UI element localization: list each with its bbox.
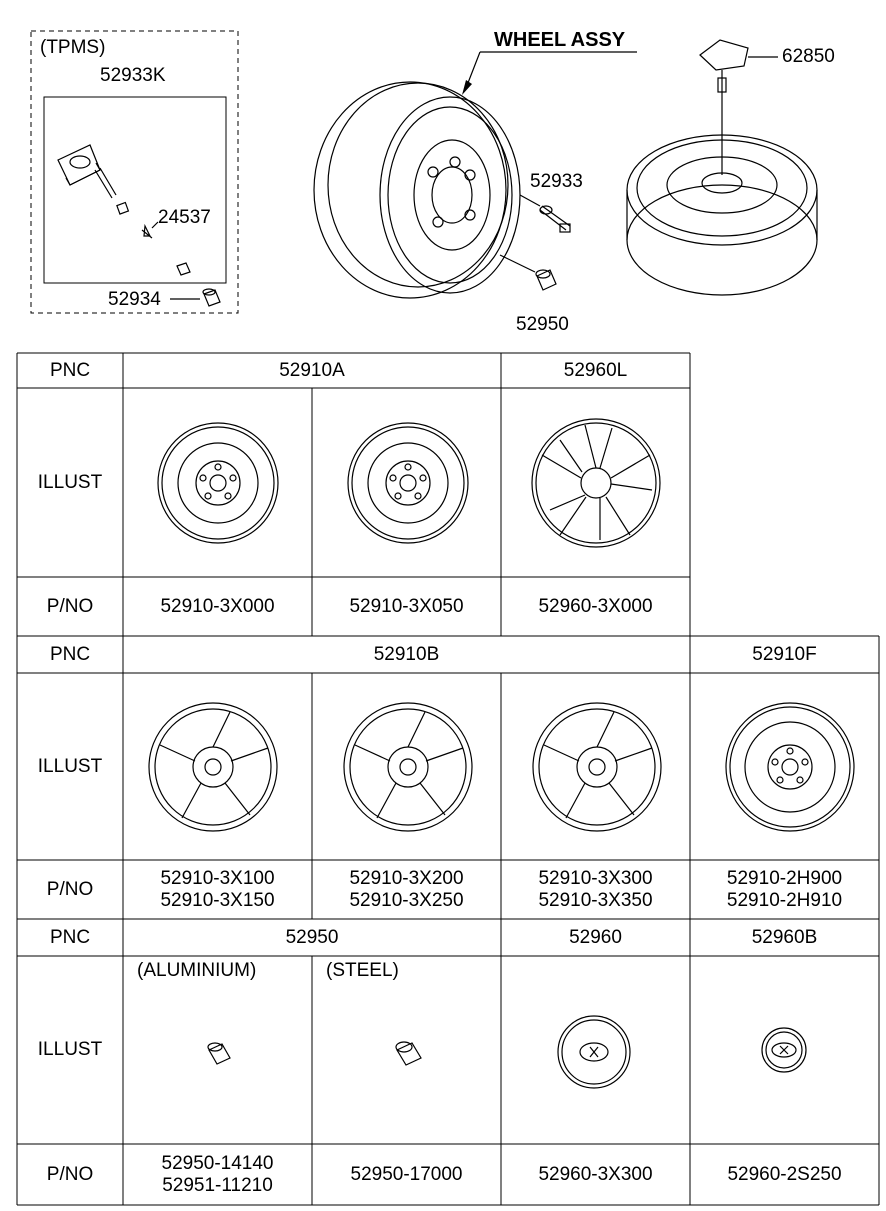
- wheel-illust-3x300: [533, 703, 661, 831]
- row2-pnc-52910f[interactable]: 52910F: [752, 643, 817, 665]
- part-no-52960-2s250[interactable]: 52960-2S250: [727, 1163, 842, 1185]
- hub-cap-3x300-icon: [558, 1016, 630, 1088]
- part-no-cell-aluminium: [123, 1144, 312, 1205]
- row3-illust-header: ILLUST: [37, 1039, 103, 1060]
- tpms-inner-box: [44, 97, 226, 283]
- part-no-52960-3x300[interactable]: 52960-3X300: [538, 1163, 653, 1185]
- valve-part-number[interactable]: 52933: [530, 171, 583, 192]
- wheel-assy-title: WHEEL ASSY: [494, 29, 626, 51]
- part-no-3x250[interactable]: 52910-3X250: [349, 889, 464, 911]
- part-no-2h900[interactable]: 52910-2H900: [726, 867, 843, 889]
- part-no-cell-3x200: [312, 860, 501, 919]
- row3-pnc-52960b[interactable]: 52960B: [751, 926, 818, 948]
- row3-pnc-52950[interactable]: 52950: [285, 926, 339, 948]
- main-wheel-drawing: [314, 82, 520, 298]
- part-no-3x000[interactable]: 52910-3X000: [160, 595, 275, 617]
- part-no-3x350[interactable]: 52910-3X350: [538, 889, 653, 911]
- row2-pnc-header: PNC: [49, 643, 91, 665]
- aluminium-label: (ALUMINIUM): [137, 960, 257, 981]
- row2-pno-header: P/NO: [46, 878, 94, 900]
- part-no-3x200[interactable]: 52910-3X200: [349, 867, 464, 889]
- part-no-cell-2h900: [690, 860, 879, 919]
- tpms-cap-icon: [177, 263, 190, 275]
- wheel-illust-2h900: [726, 703, 854, 831]
- part-no-3x100[interactable]: 52910-3X100: [160, 867, 275, 889]
- wheel-illust-3x050: [348, 423, 468, 543]
- row3-pnc-header: PNC: [49, 926, 91, 948]
- hub-cap-2s250-icon: [762, 1028, 806, 1072]
- wheel-illust-3x100: [149, 703, 277, 831]
- part-no-3x150[interactable]: 52910-3X150: [160, 889, 275, 911]
- row1-pnc-header: PNC: [49, 359, 91, 381]
- lug-nut-part-number[interactable]: 52950: [516, 314, 569, 335]
- part-no-52960-3x000[interactable]: 52960-3X000: [538, 595, 653, 617]
- row1-pnc-52960l[interactable]: 52960L: [563, 359, 628, 381]
- spare-lock-icon: [700, 40, 748, 175]
- row2-pnc-52910b[interactable]: 52910B: [373, 643, 440, 665]
- steel-label: (STEEL): [326, 960, 399, 981]
- row3-pno-header: P/NO: [46, 1163, 94, 1185]
- part-no-52950-14140[interactable]: 52950-14140: [161, 1152, 274, 1174]
- valve-cap-part-number[interactable]: 52934: [108, 289, 161, 310]
- tpms-sensor-icon: [58, 145, 128, 214]
- valve-cap-icon: [203, 289, 220, 306]
- valve-core-part-number[interactable]: 24537: [158, 207, 211, 228]
- part-no-52951-11210[interactable]: 52951-11210: [162, 1174, 273, 1196]
- part-no-52950-17000[interactable]: 52950-17000: [350, 1163, 463, 1185]
- spare-lock-part-number[interactable]: 62850: [782, 46, 835, 67]
- valve-stem-icon: [540, 206, 570, 232]
- lug-nut-icon: [536, 270, 556, 290]
- wheel-cover-illust-3x000: [532, 419, 660, 547]
- lug-nut-aluminium-icon: [208, 1043, 230, 1064]
- tpms-assy-part-number[interactable]: 52933K: [100, 65, 166, 86]
- row1-pnc-52910a[interactable]: 52910A: [279, 359, 345, 381]
- lug-nut-steel-icon: [396, 1042, 421, 1065]
- part-no-cell-3x100: [123, 860, 312, 919]
- part-no-2h910[interactable]: 52910-2H910: [726, 889, 843, 911]
- part-no-cell-3x300: [501, 860, 690, 919]
- row3-pnc-52960[interactable]: 52960: [569, 926, 622, 948]
- row1-illust-header: ILLUST: [37, 471, 103, 493]
- wheel-illust-3x200: [344, 703, 472, 831]
- valve-core-icon: [142, 226, 152, 238]
- part-no-3x300[interactable]: 52910-3X300: [538, 867, 653, 889]
- part-no-3x050[interactable]: 52910-3X050: [349, 595, 464, 617]
- wheel-illust-3x000: [158, 423, 278, 543]
- tpms-label: (TPMS): [40, 37, 106, 58]
- row2-illust-header: ILLUST: [37, 755, 103, 777]
- row1-pno-header: P/NO: [46, 595, 94, 617]
